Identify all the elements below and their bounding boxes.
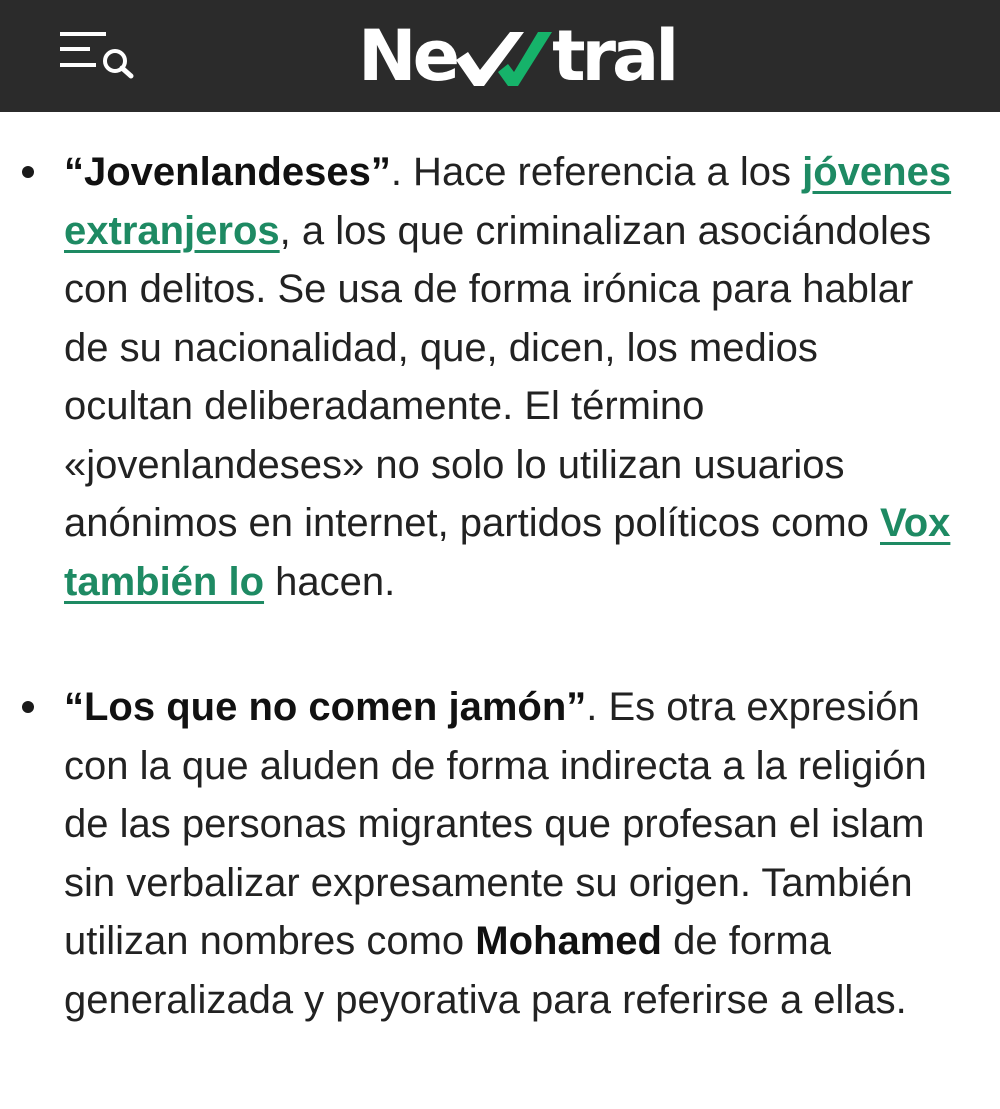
list-item xyxy=(64,678,954,1029)
logo-checkmarks-icon xyxy=(454,28,554,88)
logo-text-left: Ne xyxy=(358,15,457,97)
menu-search-icon xyxy=(58,30,138,80)
term-jovenlandeses: “Jovenlandeses” xyxy=(64,150,391,194)
item-text: hacen. xyxy=(264,559,396,604)
item-text: . Hace referencia a los xyxy=(390,150,803,194)
item-text: de forma generalizada y peyorativa para referirse a ellas. xyxy=(64,919,907,1022)
logo-text-right: tral xyxy=(552,15,676,97)
list-item xyxy=(64,143,954,611)
top-bar xyxy=(0,0,1000,112)
term-mohamed: Mohamed xyxy=(475,919,662,963)
menu-search-button[interactable] xyxy=(58,30,138,80)
link-jovenes-extranjeros[interactable]: jóvenes extranjeros xyxy=(64,150,952,253)
bullet-icon xyxy=(22,166,34,178)
item-text: , a los que criminalizan asociándoles con delitos. Se usa de forma irónica para hablar de su nacionalidad, que, dicen, los medios ocultan deliberadamente. El término «jovenlandeses» no solo lo utilizan usuarios anónimos en internet, partidos políticos como xyxy=(64,208,932,545)
term-los-que-no-comen-jamon: “Los que no comen jamón” xyxy=(64,685,587,729)
bullet-icon xyxy=(22,701,34,713)
site-logo[interactable] xyxy=(358,14,675,98)
item-text: . Es otra expresión con la que aluden de forma indirecta a la religión de las personas migrantes que profesan el islam sin verbalizar expresamente su origen. También utilizan nombres como xyxy=(64,685,927,963)
link-vox[interactable]: Vox también lo xyxy=(64,501,951,604)
